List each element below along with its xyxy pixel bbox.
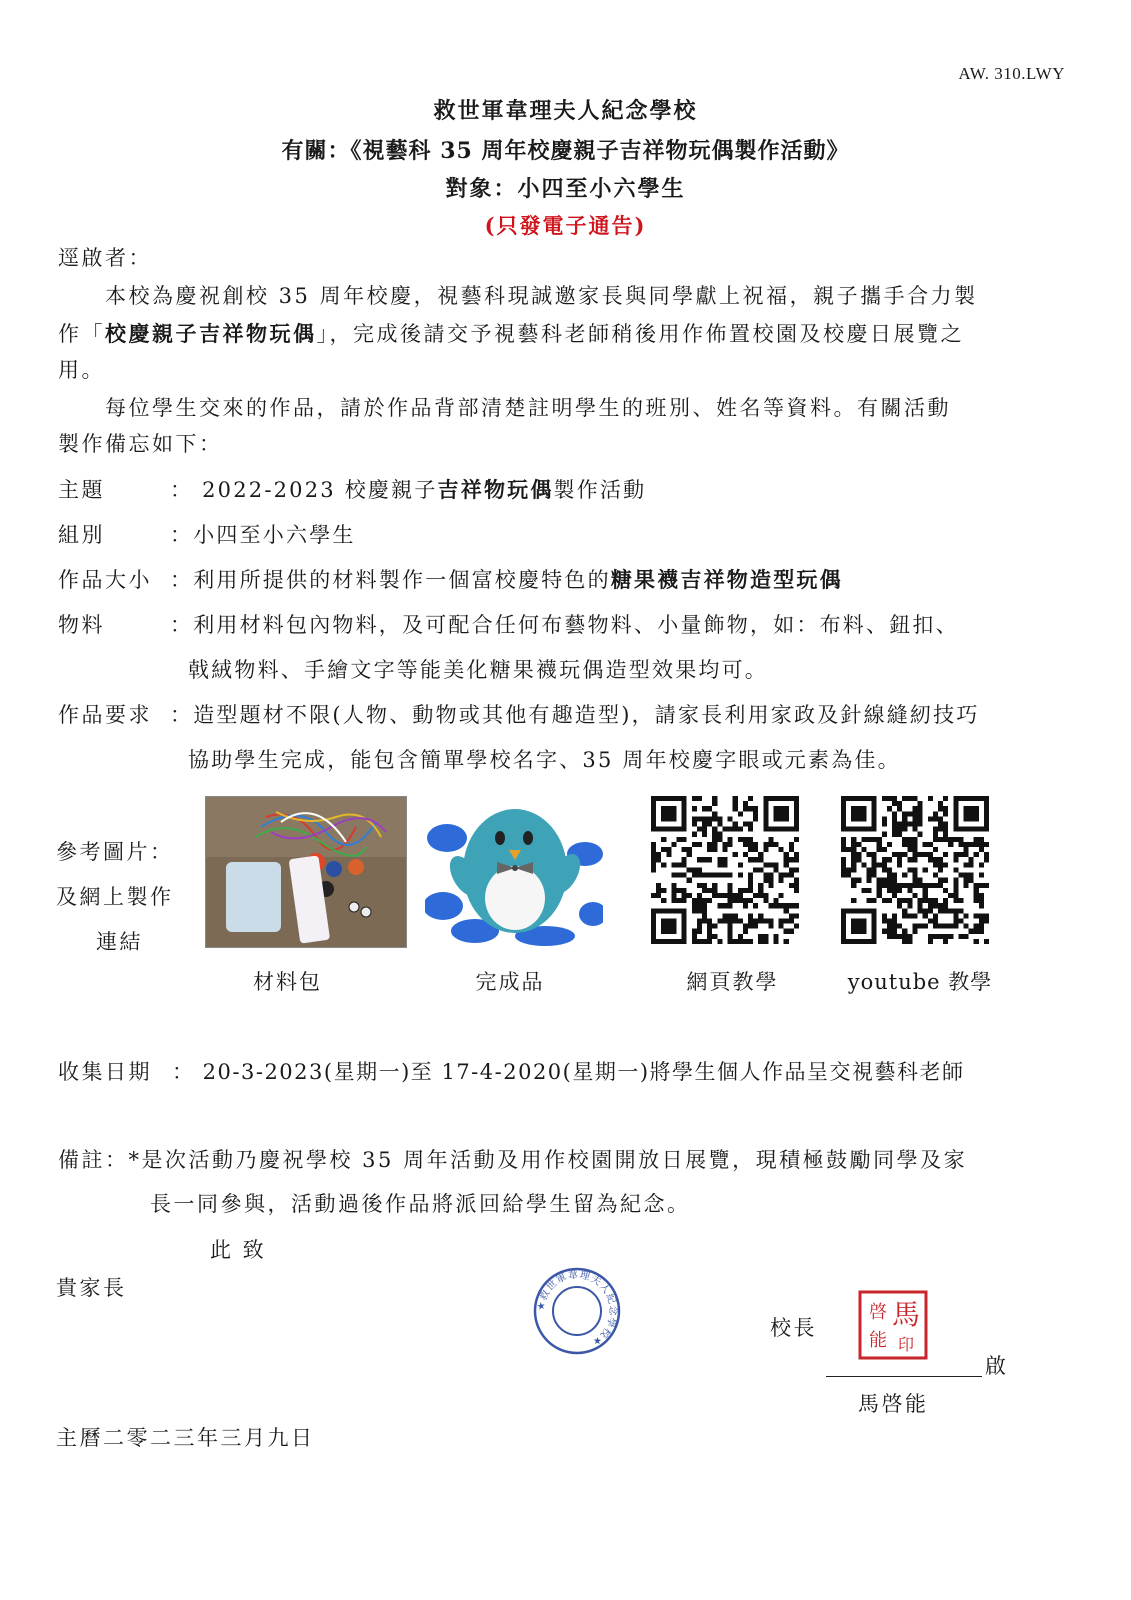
svg-text:能: 能 — [869, 1330, 887, 1351]
reference-label-line3: 連結 — [96, 930, 143, 954]
size-pre: ：利用所提供的材料製作一個富校慶特色的 — [170, 568, 611, 592]
theme-pre: ： 2022-2023 校慶親子 — [170, 478, 438, 502]
principal-title: 校長 — [770, 1316, 817, 1340]
closing-zhi: 此 致 — [210, 1238, 267, 1262]
reference-label-line2: 及網上製作 — [56, 885, 174, 909]
caption-youtube-tutorial: youtube 教學 — [847, 970, 993, 994]
para1-line1: 本校為慶祝創校 35 周年校慶，視藝科現誠邀家長與同學獻上祝福，親子攜手合力製 — [105, 284, 978, 308]
svg-text:★救世軍韋理夫人紀念學校★: ★救世軍韋理夫人紀念學校★ — [535, 1269, 619, 1348]
remark-line1: 備註：*是次活動乃慶祝學校 35 周年活動及用作校園開放日展覽，現積極鼓勵同學及家 — [58, 1148, 968, 1172]
webpage-tutorial-qr-code[interactable] — [650, 796, 800, 944]
theme-label: 主題 — [58, 478, 105, 502]
para1-line2-bold: 校慶親子吉祥物玩偶 — [105, 321, 317, 346]
finished-product-photo — [425, 796, 603, 946]
principal-seal — [858, 1290, 928, 1360]
caption-finished-product: 完成品 — [475, 970, 545, 994]
notice-subject: 有關：《視藝科 35 周年校慶親子吉祥物玩偶製作活動》 — [281, 138, 850, 164]
para1-line2 — [58, 315, 964, 353]
material-label: 物料 — [58, 613, 105, 637]
svg-text:馬: 馬 — [891, 1298, 921, 1331]
material-pack-photo — [205, 796, 407, 948]
closing-recipient: 貴家長 — [56, 1276, 127, 1300]
requirement-line1: ：造型題材不限(人物、動物或其他有趣造型)，請家長利用家政及針線縫紉技巧 — [170, 703, 980, 727]
signature-line — [826, 1376, 982, 1377]
principal-name: 馬啓能 — [858, 1392, 929, 1416]
requirement-line2: 協助學生完成，能包含簡單學校名字、35 周年校慶字眼或元素為佳。 — [188, 748, 901, 772]
theme-post: 製作活動 — [553, 478, 647, 502]
size-value — [170, 564, 843, 594]
theme-value — [170, 474, 646, 504]
document-ref-code: AW. 310.LWY — [958, 64, 1065, 83]
para1-line2-post: 」，完成後請交予視藝科老師稍後用作佈置校園及校慶日展覽之 — [316, 322, 964, 346]
closing-qi: 啟 — [985, 1354, 1009, 1378]
collection-label: 收集日期 — [58, 1060, 152, 1084]
svg-text:印: 印 — [897, 1335, 915, 1354]
school-stamp — [532, 1266, 622, 1356]
svg-text:啓: 啓 — [869, 1302, 887, 1323]
collection-value: ： 20-3-2023(星期一)至 17-4-2020(星期一)將學生個人作品呈交視藝科老師 — [172, 1060, 965, 1084]
group-label: 組別 — [58, 523, 105, 547]
para1-line3: 用。 — [58, 358, 105, 382]
material-line2: 戟絨物料、手繪文字等能美化糖果襪玩偶造型效果均可。 — [188, 658, 768, 682]
size-label: 作品大小 — [58, 568, 152, 592]
notice-target: 對象：小四至小六學生 — [445, 176, 686, 202]
material-line1: ：利用材料包內物料，及可配合任何布藝物料、小量飾物，如：布料、鈕扣、 — [170, 613, 959, 637]
electronic-notice-label: (只發電子通告) — [484, 213, 647, 238]
youtube-tutorial-qr-code[interactable] — [840, 796, 990, 944]
requirement-label: 作品要求 — [58, 703, 152, 727]
reference-label — [56, 830, 174, 965]
para1-line2-pre: 作「 — [58, 322, 105, 346]
theme-bold: 吉祥物玩偶 — [437, 477, 554, 502]
reference-label-line1: 參考圖片： — [56, 840, 174, 864]
size-bold: 糖果襪吉祥物造型玩偶 — [610, 567, 843, 592]
caption-material-pack: 材料包 — [253, 970, 322, 994]
school-name: 救世軍韋理夫人紀念學校 — [433, 98, 698, 124]
para2-line2: 製作備忘如下： — [58, 432, 223, 456]
group-value: ：小四至小六學生 — [170, 523, 356, 547]
greeting: 逕啟者： — [58, 246, 152, 270]
para2-line1: 每位學生交來的作品，請於作品背部清楚註明學生的班別、姓名等資料。有關活動 — [105, 396, 951, 420]
caption-webpage-tutorial: 網頁教學 — [686, 970, 779, 994]
remark-line2: 長一同參與，活動過後作品將派回給學生留為紀念。 — [150, 1192, 691, 1216]
issue-date: 主曆二零二三年三月九日 — [56, 1426, 315, 1450]
